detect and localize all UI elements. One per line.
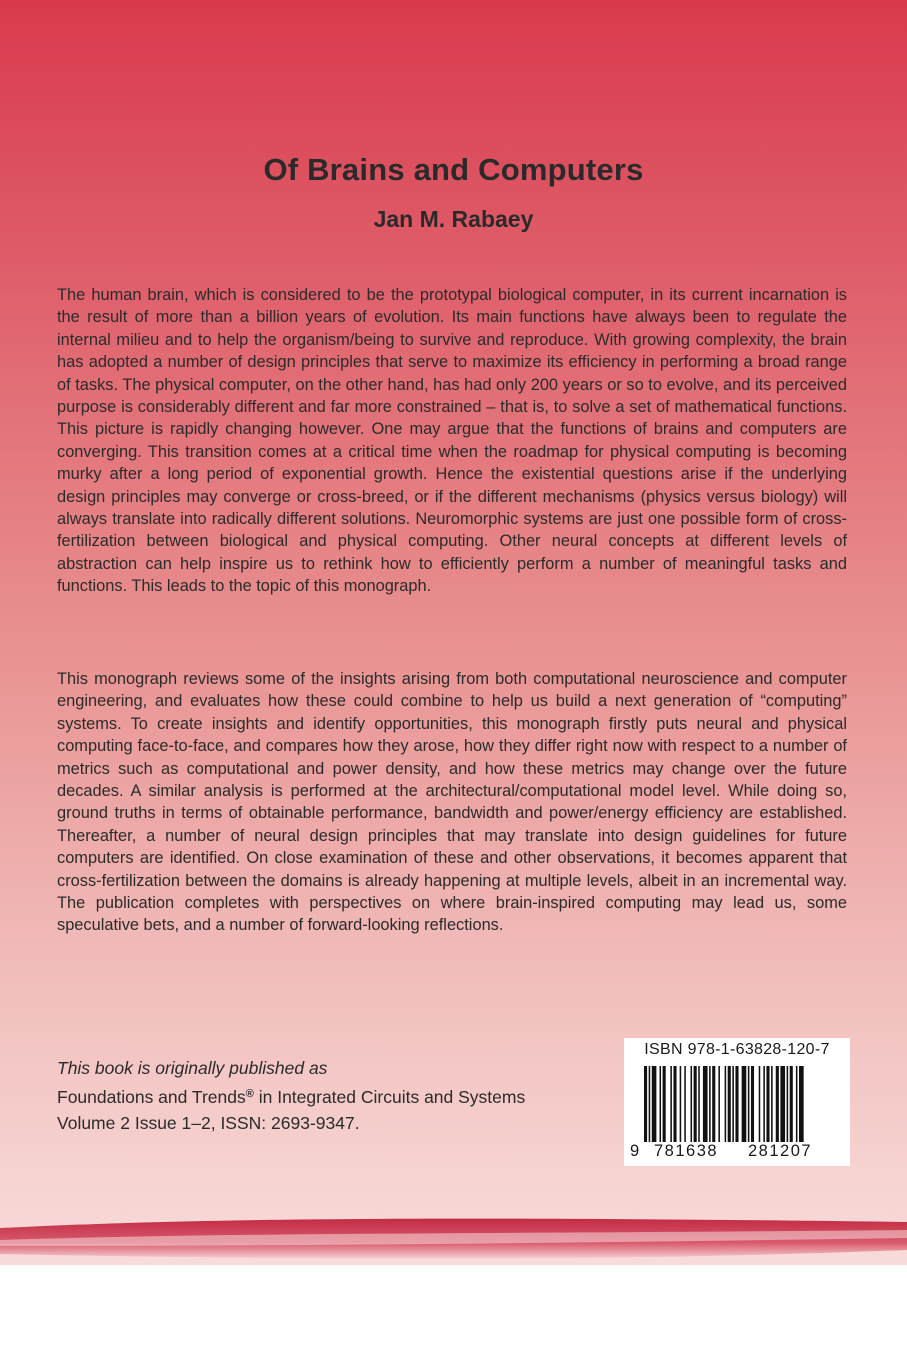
publication-intro: This book is originally published as <box>57 1058 328 1078</box>
description-paragraph-1: The human brain, which is considered to be the prototypal biological computer, in its current incarnation is the result of more than a billion years of evolution. Its main functions have always been to regulate the internal milieu and to help the organism/being to survive and reproduce. With growing complexity, the brain has adopted a number of design principles that serve to maximize its efficiency in performing a broad range of tasks. The physical computer, on the other hand, has had only 200 years or so to evolve, and its perceived purpose is considerably different and far more constrained – that is, to solve a set of mathematical functions. This picture is rapidly changing however. One may argue that the functions of brains and computers are converging. This transition comes at a critical time when the roadmap for physical computing is becoming murky after a long period of exponential growth. Hence the existential questions arise if the underlying design principles may converge or cross-breed, or if the different mechanisms (physics versus biology) will always translate into radically different solutions. Neuromorphic systems are just one possible form of cross-fertilization between biological and physical computing. Other neural concepts at different levels of abstraction can help inspire us to rethink how to efficiently perform a number of meaningful tasks and functions. This leads to the topic of this monograph. <box>57 286 847 596</box>
barcode-digits <box>624 1142 850 1164</box>
barcode-digit-group-left: 781638 <box>654 1142 719 1160</box>
book-author: Jan M. Rabaey <box>373 206 534 232</box>
publication-info <box>57 1055 617 1136</box>
isbn-barcode <box>624 1038 850 1166</box>
barcode-bars <box>624 1062 850 1144</box>
description-paragraph-2: This monograph reviews some of the insights arising from both computational neuroscience and computer engineering, and evaluates how these could combine to help us build a next generation of “computing” systems. To create insights and identify opportunities, this monograph firstly puts neural and physical computing face-to-face, and compares how they arose, how they differ right now with respect to a number of metrics such as computational and power density, and how these metrics may change over the future decades. A similar analysis is performed at the architectural/computational model level. While doing so, ground truths in terms of obtainable performance, bandwidth and power/energy efficiency are established. Thereafter, a number of neural design principles that may translate into design guidelines for future computers are identified. On close examination of these and other observations, it becomes apparent that cross-fertilization between the domains is already happening at multiple levels, albeit in an incremental way. The publication completes with perspectives on where brain-inspired computing may lead us, some speculative bets, and a number of forward-looking reflections. <box>57 670 847 935</box>
barcode-digit-first: 9 <box>630 1142 640 1160</box>
series-suffix: in Integrated Circuits and Systems <box>253 1087 526 1107</box>
barcode-digit-group-right: 281207 <box>748 1142 813 1160</box>
series-name: Foundations and Trends <box>57 1087 246 1107</box>
registered-mark: ® <box>245 1088 254 1100</box>
book-title: Of Brains and Computers <box>263 152 644 187</box>
isbn-label: ISBN 978-1-63828-120-7 <box>644 1041 830 1058</box>
publication-volume: Volume 2 Issue 1–2, ISSN: 2693-9347. <box>57 1113 360 1133</box>
decorative-swoosh <box>0 1210 907 1270</box>
publication-series <box>57 1081 617 1110</box>
